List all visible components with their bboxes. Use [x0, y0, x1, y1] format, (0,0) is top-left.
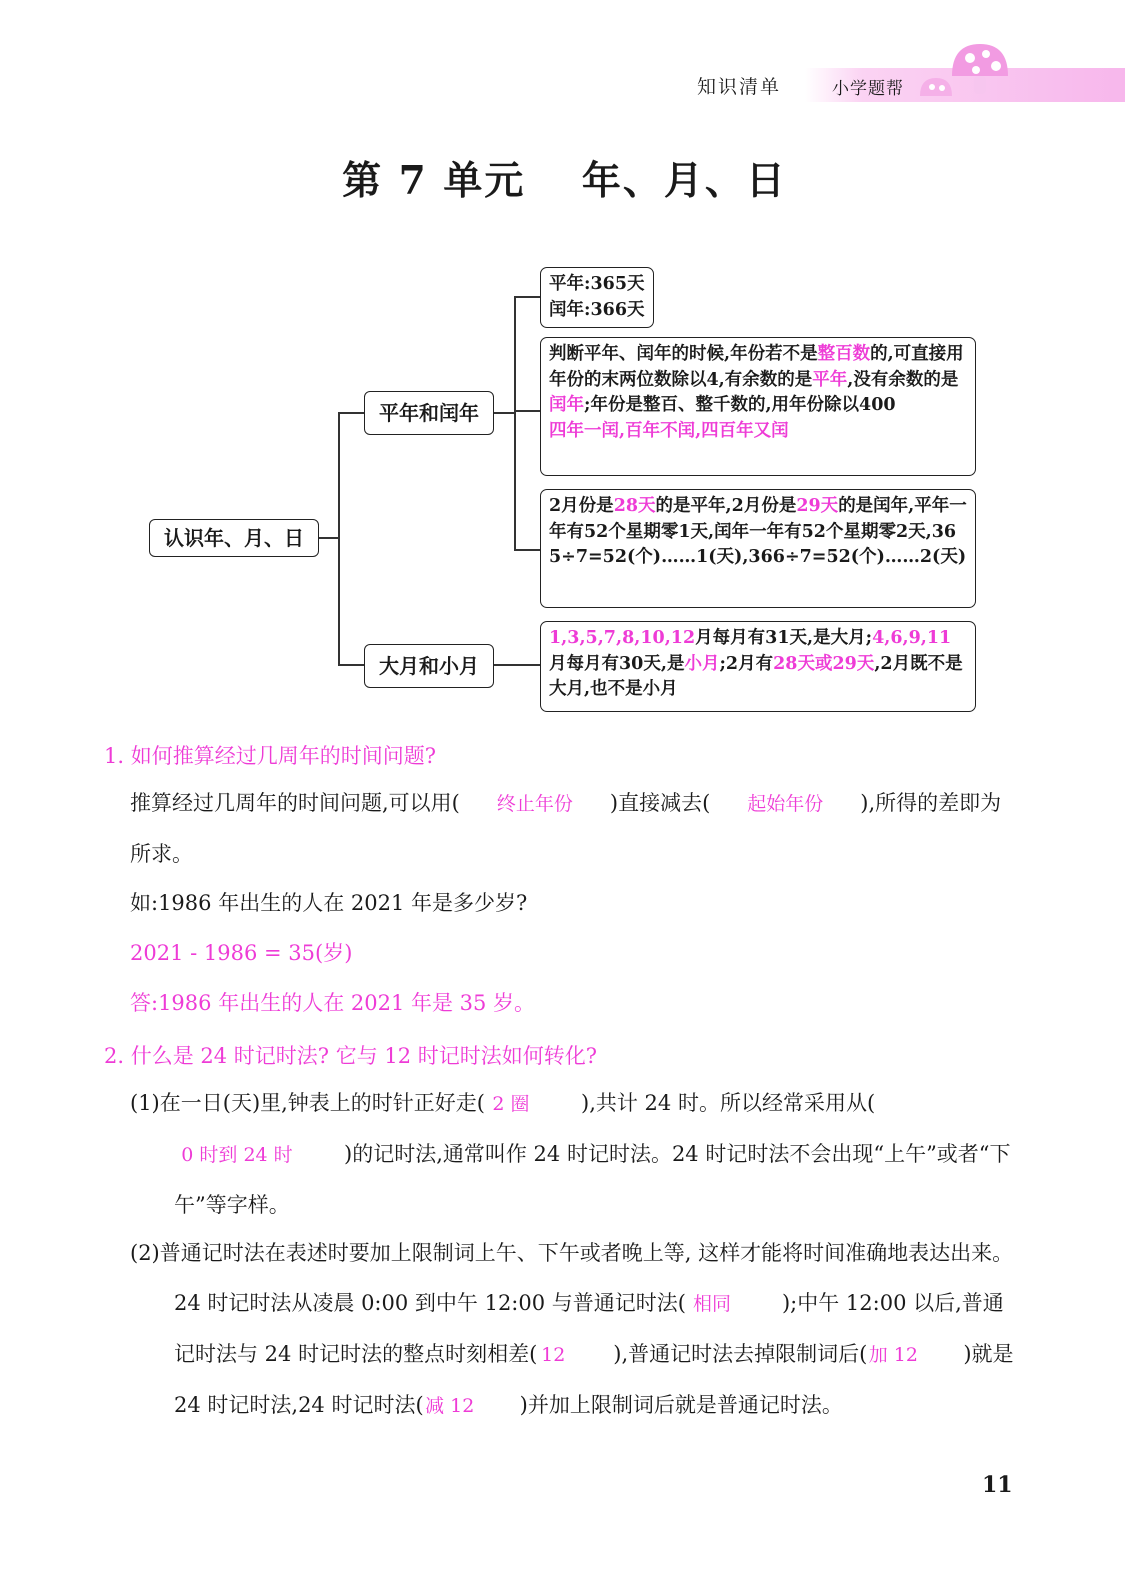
text: )就是 24 时记时法,24 时记时法( — [174, 1342, 1014, 1417]
question-2-heading: 2. 什么是 24 时记时法? 它与 12 时记时法如何转化? — [104, 1044, 598, 1068]
answer-blank: 减 12 — [425, 1395, 475, 1417]
highlight: 平年 — [812, 369, 848, 390]
mindmap-branch-months: 大月和小月 — [364, 644, 494, 688]
mindmap-branch-leap-year: 平年和闰年 — [364, 391, 494, 435]
connector-line — [514, 410, 540, 412]
box-months — [540, 621, 976, 712]
highlight: 4,6,9,11 — [872, 628, 952, 648]
text: (2)普通记时法在表述时要加上限制词上午、下午或者晚上等, 这样才能将时间准确地表达出来。24 时记时法从凌晨 0:00 到中午 12:00 与普通记时法( — [130, 1241, 1014, 1315]
text: ),普通记时法去掉限制词后( — [613, 1342, 868, 1366]
question-1-body — [130, 778, 1022, 879]
text: 2月份是 — [549, 496, 614, 516]
page-title: 第 7 单元 年、月、日 — [342, 158, 787, 204]
text: ,2月既不是大月,也不是小月 — [549, 653, 963, 699]
common-year-days: 平年:365天 — [549, 274, 645, 294]
text: 的是闰年,平年一年有52个星期零1天,闰年一年有52个星期零2天,365÷7=52(个)……1(天),366÷7=52(个)……2(天) — [549, 496, 967, 567]
mushroom-icon — [912, 38, 1012, 110]
box-february — [540, 489, 976, 608]
answer-blank: 加 12 — [868, 1344, 918, 1366]
header-book-label: 小学题帮 — [832, 79, 904, 99]
connector-line — [318, 537, 340, 539]
text: );中午 12:00 以后,普通记时法与 24 时记时法的整点时刻相差( — [174, 1291, 1004, 1366]
connector-line — [338, 664, 364, 666]
answer-blank: 0 时到 24 时 — [181, 1144, 293, 1166]
text: )的记时法,通常叫作 24 时记时法。24 时记时法不会出现“上午”或者“下午”等字样。 — [174, 1142, 1011, 1217]
box-judge-leap — [540, 337, 976, 476]
question-1-example: 如:1986 年出生的人在 2021 年是多少岁? — [130, 891, 528, 915]
question-2-part-2 — [130, 1228, 1022, 1431]
highlight: 整百数 — [817, 344, 871, 364]
text: )直接减去( — [609, 791, 711, 815]
text: ),共计 24 时。所以经常采用从( — [581, 1091, 876, 1115]
answer-blank: 12 — [541, 1344, 566, 1366]
answer-blank: 相同 — [692, 1293, 731, 1315]
answer-blank: 终止年份 — [496, 793, 573, 815]
connector-line — [492, 664, 540, 666]
text: ),所得的差即为所求。 — [130, 791, 1002, 866]
text: 月每月有30天,是 — [549, 653, 685, 674]
question-1-calculation: 2021 - 1986 = 35(岁) — [130, 941, 353, 965]
box-year-days — [540, 267, 654, 328]
connector-line — [492, 412, 516, 414]
text: )并加上限制词后就是普通记时法。 — [519, 1393, 843, 1417]
question-1-heading: 1. 如何推算经过几周年的时间问题? — [104, 744, 436, 768]
leap-rule: 四年一闰,百年不闰,四百年又闰 — [549, 420, 789, 441]
header-section-label: 知识清单 — [697, 76, 782, 98]
answer-blank: 2 圈 — [492, 1093, 530, 1115]
highlight: 小月 — [684, 653, 720, 674]
highlight: 28天 — [613, 496, 656, 516]
leap-year-days: 闰年:366天 — [549, 299, 645, 320]
question-1-answer: 答:1986 年出生的人在 2021 年是 35 岁。 — [130, 991, 536, 1015]
text: 推算经过几周年的时间问题,可以用( — [130, 791, 460, 815]
text: ,没有余数的是 — [847, 369, 959, 390]
connector-line — [338, 412, 340, 665]
highlight: 1,3,5,7,8,10,12 — [549, 628, 696, 648]
connector-line — [514, 296, 516, 550]
text: ;2月有 — [719, 653, 774, 674]
answer-blank: 起始年份 — [747, 793, 824, 815]
mindmap-root: 认识年、月、日 — [149, 519, 319, 557]
connector-line — [338, 412, 364, 414]
text: (1)在一日(天)里,钟表上的时针正好走( — [130, 1091, 485, 1115]
connector-line — [514, 296, 540, 298]
question-2-part-1 — [130, 1078, 1022, 1230]
text: 月每月有31天,是大月; — [695, 628, 873, 648]
text: 的,可直接用年份的末两位数除以4,有余数的是 — [549, 344, 964, 390]
page-number: 11 — [982, 1472, 1013, 1498]
text: 判断平年、闰年的时候,年份若不是 — [549, 344, 818, 364]
connector-line — [514, 549, 540, 551]
text: 的是平年,2月份是 — [655, 496, 797, 516]
highlight: 29天 — [796, 496, 839, 516]
highlight: 28天或29天 — [773, 653, 875, 674]
highlight: 闰年 — [549, 395, 584, 415]
text: ;年份是整百、整千数的,用年份除以400 — [584, 395, 896, 415]
